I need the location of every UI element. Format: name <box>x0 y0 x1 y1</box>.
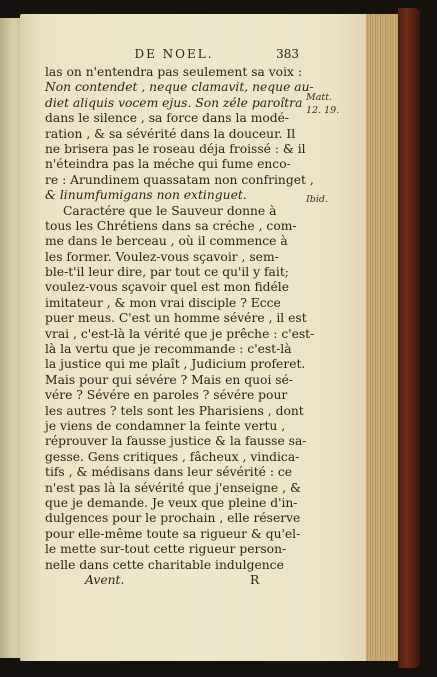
text-line: gesse. Gens critiques , fâcheux , vindica- <box>45 449 300 464</box>
text-line: tous les Chrétiens dans sa créche , com- <box>45 218 297 233</box>
text-line: dulgences pour le prochain , elle réserve <box>45 511 301 526</box>
running-title: DE NOEL. <box>134 47 214 61</box>
catchword: Avent. <box>85 572 125 587</box>
text-line: ne brisera pas le roseau déja froissé : & il <box>45 141 306 156</box>
text-line: Caractére que le Sauveur donne à <box>63 203 277 218</box>
text-line: vrai , c'est-là la vérité que je prêche : c'est- <box>45 326 315 341</box>
facing-page-edge <box>0 18 22 658</box>
text-line: que je demande. Je veux que pleine d'in- <box>45 495 298 510</box>
text-line: las on n'entendra pas seulement sa voix : <box>45 65 303 79</box>
text-line: les autres ? tels sont les Pharisiens , dont <box>45 403 304 418</box>
text-line: n'est pas là la sévérité que j'enseigne , & <box>45 480 301 495</box>
text-line: puer meus. C'est un homme sévére , il est <box>45 311 307 326</box>
text-line: re : Arundinem quassatam non confringet , <box>45 172 314 187</box>
text-line: les former. Voulez-vous sçavoir , sem- <box>45 249 279 264</box>
text-line: ration , & sa sévérité dans la douceur. Il <box>45 126 296 141</box>
page-number: 383 <box>276 47 299 61</box>
text-line: Mais pour qui sévére ? Mais en quoi sé- <box>45 372 294 387</box>
text-line: voulez-vous sçavoir quel est mon fidéle <box>45 280 290 295</box>
margin-note: Ibid. <box>306 194 328 205</box>
text-line: vére ? Sévére en paroles ? sévére pour <box>45 388 288 403</box>
text-line: diet aliquis vocem ejus. Son zéle paroîtra <box>45 95 303 110</box>
text-line: je viens de condamner la feinte vertu , <box>45 418 286 433</box>
margin-note: Matt. <box>306 92 333 103</box>
text-line: Non contendet , neque clamavit, neque au- <box>45 80 314 95</box>
text-line: tifs , & médisans dans leur sévérité : ce <box>45 465 293 480</box>
page-text <box>45 47 315 589</box>
text-line: le mette sur-tout cette rigueur person- <box>45 542 287 557</box>
text-line: me dans le berceau , où il commence à <box>45 234 288 249</box>
text-line: ble-t'il leur dire, par tout ce qu'il y fait; <box>45 265 289 280</box>
text-line: réprouver la fausse justice & la fausse sa- <box>45 434 307 449</box>
text-line: & linumfumigans non extinguet. <box>45 188 247 203</box>
signature-mark: R <box>250 572 260 587</box>
leather-cover <box>398 8 420 668</box>
text-line: n'éteindra pas la méche qui fume enco- <box>45 157 291 172</box>
text-line: dans le silence , sa force dans la modé- <box>45 111 290 126</box>
text-line: là la vertu que je recommande : c'est-là <box>45 342 292 357</box>
running-head <box>45 47 303 65</box>
text-line: nelle dans cette charitable indulgence <box>45 557 284 572</box>
text-line: la justice qui me plaît , Judicium proferet. <box>45 357 306 372</box>
text-line: imitateur , & mon vrai disciple ? Ecce <box>45 295 281 310</box>
page-footer <box>45 573 303 589</box>
text-line: pour elle-même toute sa rigueur & qu'el- <box>45 526 301 541</box>
margin-note: 12. 19. <box>306 105 340 116</box>
